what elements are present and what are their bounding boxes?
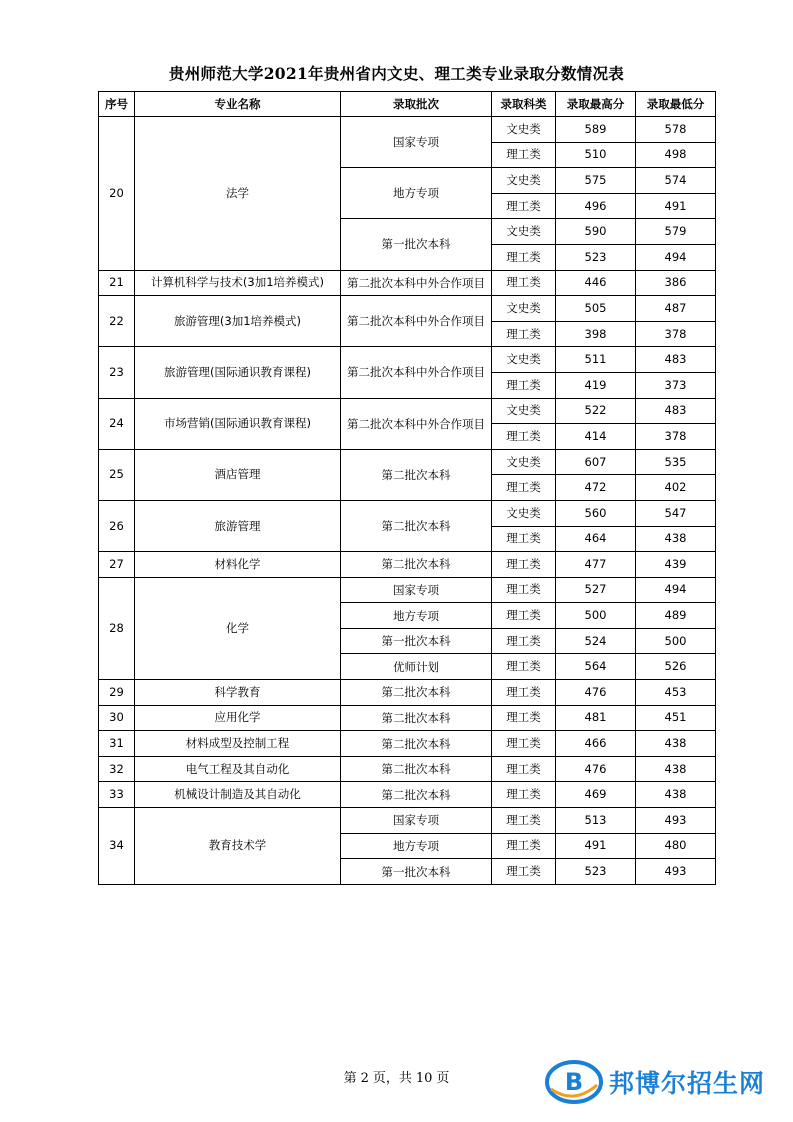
cell-index: 33 xyxy=(99,782,135,808)
cell-max-score: 466 xyxy=(556,731,636,757)
cell-max-score: 477 xyxy=(556,552,636,578)
cell-category: 理工类 xyxy=(492,244,556,270)
cell-index: 30 xyxy=(99,705,135,731)
table-body xyxy=(99,117,716,885)
table-row xyxy=(99,731,716,757)
cell-category: 文史类 xyxy=(492,296,556,322)
cell-category: 文史类 xyxy=(492,219,556,245)
cell-max-score: 505 xyxy=(556,296,636,322)
cell-max-score: 476 xyxy=(556,756,636,782)
cell-batch: 第二批次本科中外合作项目 xyxy=(341,398,492,449)
header-index: 序号 xyxy=(99,92,135,117)
cell-batch: 第一批次本科 xyxy=(341,628,492,654)
cell-max-score: 607 xyxy=(556,449,636,475)
cell-category: 文史类 xyxy=(492,117,556,143)
cell-major: 市场营销(国际通识教育课程) xyxy=(135,398,341,449)
cell-min-score: 373 xyxy=(636,372,716,398)
cell-category: 理工类 xyxy=(492,475,556,501)
cell-batch: 第二批次本科 xyxy=(341,552,492,578)
table-row xyxy=(99,577,716,603)
cell-min-score: 378 xyxy=(636,424,716,450)
footer-page-label: 第 xyxy=(343,1071,357,1086)
cell-min-score: 494 xyxy=(636,244,716,270)
cell-min-score: 378 xyxy=(636,321,716,347)
cell-max-score: 398 xyxy=(556,321,636,347)
cell-min-score: 438 xyxy=(636,782,716,808)
cell-category: 文史类 xyxy=(492,168,556,194)
cell-batch: 第二批次本科中外合作项目 xyxy=(341,347,492,398)
table-row xyxy=(99,808,716,834)
cell-major: 科学教育 xyxy=(135,680,341,706)
cell-min-score: 439 xyxy=(636,552,716,578)
cell-batch: 国家专项 xyxy=(341,808,492,834)
cell-index: 32 xyxy=(99,756,135,782)
cell-index: 28 xyxy=(99,577,135,679)
cell-index: 22 xyxy=(99,296,135,347)
footer-total-suffix: 页 xyxy=(436,1071,450,1086)
cell-min-score: 579 xyxy=(636,219,716,245)
cell-category: 理工类 xyxy=(492,193,556,219)
cell-category: 文史类 xyxy=(492,449,556,475)
footer-total-pages: 10 xyxy=(415,1071,433,1086)
cell-min-score: 483 xyxy=(636,347,716,373)
cell-min-score: 578 xyxy=(636,117,716,143)
cell-max-score: 496 xyxy=(556,193,636,219)
cell-category: 文史类 xyxy=(492,347,556,373)
table-row xyxy=(99,398,716,424)
cell-min-score: 487 xyxy=(636,296,716,322)
cell-min-score: 574 xyxy=(636,168,716,194)
cell-category: 理工类 xyxy=(492,603,556,629)
cell-batch: 地方专项 xyxy=(341,833,492,859)
cell-category: 理工类 xyxy=(492,577,556,603)
cell-max-score: 564 xyxy=(556,654,636,680)
header-major: 专业名称 xyxy=(135,92,341,117)
cell-index: 23 xyxy=(99,347,135,398)
cell-max-score: 523 xyxy=(556,244,636,270)
cell-batch: 第二批次本科 xyxy=(341,500,492,551)
cell-index: 27 xyxy=(99,552,135,578)
cell-min-score: 493 xyxy=(636,859,716,885)
cell-max-score: 513 xyxy=(556,808,636,834)
cell-min-score: 547 xyxy=(636,500,716,526)
table-row xyxy=(99,500,716,526)
cell-major: 机械设计制造及其自动化 xyxy=(135,782,341,808)
cell-major: 旅游管理(国际通识教育课程) xyxy=(135,347,341,398)
cell-index: 29 xyxy=(99,680,135,706)
cell-major: 电气工程及其自动化 xyxy=(135,756,341,782)
cell-min-score: 438 xyxy=(636,756,716,782)
cell-category: 理工类 xyxy=(492,756,556,782)
cell-min-score: 491 xyxy=(636,193,716,219)
cell-category: 理工类 xyxy=(492,270,556,296)
cell-category: 理工类 xyxy=(492,808,556,834)
table-row xyxy=(99,296,716,322)
watermark-logo-letter: B xyxy=(564,1068,584,1096)
cell-category: 理工类 xyxy=(492,680,556,706)
cell-batch: 国家专项 xyxy=(341,577,492,603)
cell-min-score: 498 xyxy=(636,142,716,168)
cell-batch: 第二批次本科中外合作项目 xyxy=(341,296,492,347)
cell-batch: 第二批次本科 xyxy=(341,449,492,500)
cell-index: 20 xyxy=(99,117,135,271)
admission-score-table xyxy=(98,91,716,885)
cell-min-score: 480 xyxy=(636,833,716,859)
cell-major: 化学 xyxy=(135,577,341,679)
table-row xyxy=(99,117,716,143)
cell-batch: 地方专项 xyxy=(341,603,492,629)
cell-major: 酒店管理 xyxy=(135,449,341,500)
cell-min-score: 438 xyxy=(636,731,716,757)
table-row xyxy=(99,270,716,296)
cell-category: 理工类 xyxy=(492,705,556,731)
table-header xyxy=(99,92,716,117)
watermark xyxy=(545,1058,785,1106)
cell-major: 法学 xyxy=(135,117,341,271)
header-batch: 录取批次 xyxy=(341,92,492,117)
cell-max-score: 575 xyxy=(556,168,636,194)
table-row xyxy=(99,680,716,706)
cell-batch: 第二批次本科 xyxy=(341,705,492,731)
cell-category: 理工类 xyxy=(492,372,556,398)
table-row xyxy=(99,756,716,782)
table-row xyxy=(99,552,716,578)
cell-max-score: 511 xyxy=(556,347,636,373)
cell-max-score: 481 xyxy=(556,705,636,731)
cell-category: 理工类 xyxy=(492,833,556,859)
cell-major: 旅游管理(3加1培养模式) xyxy=(135,296,341,347)
cell-max-score: 510 xyxy=(556,142,636,168)
header-row xyxy=(99,92,716,117)
cell-index: 26 xyxy=(99,500,135,551)
cell-max-score: 469 xyxy=(556,782,636,808)
cell-max-score: 500 xyxy=(556,603,636,629)
cell-batch: 国家专项 xyxy=(341,117,492,168)
cell-batch: 地方专项 xyxy=(341,168,492,219)
cell-min-score: 494 xyxy=(636,577,716,603)
cell-category: 文史类 xyxy=(492,398,556,424)
cell-category: 理工类 xyxy=(492,552,556,578)
watermark-text: 邦博尔招生网 xyxy=(609,1069,766,1098)
cell-max-score: 522 xyxy=(556,398,636,424)
cell-batch: 第二批次本科 xyxy=(341,782,492,808)
cell-index: 25 xyxy=(99,449,135,500)
cell-max-score: 476 xyxy=(556,680,636,706)
cell-batch: 第二批次本科 xyxy=(341,756,492,782)
cell-max-score: 589 xyxy=(556,117,636,143)
footer-page-suffix: 页，共 xyxy=(372,1071,412,1086)
cell-batch: 第二批次本科 xyxy=(341,731,492,757)
cell-min-score: 402 xyxy=(636,475,716,501)
cell-min-score: 438 xyxy=(636,526,716,552)
cell-min-score: 451 xyxy=(636,705,716,731)
cell-max-score: 527 xyxy=(556,577,636,603)
cell-min-score: 489 xyxy=(636,603,716,629)
cell-max-score: 472 xyxy=(556,475,636,501)
header-category: 录取科类 xyxy=(492,92,556,117)
cell-index: 21 xyxy=(99,270,135,296)
cell-category: 文史类 xyxy=(492,500,556,526)
cell-max-score: 524 xyxy=(556,628,636,654)
cell-category: 理工类 xyxy=(492,321,556,347)
footer-page-number: 2 xyxy=(360,1071,369,1086)
cell-index: 34 xyxy=(99,808,135,885)
cell-min-score: 493 xyxy=(636,808,716,834)
cell-max-score: 464 xyxy=(556,526,636,552)
cell-category: 理工类 xyxy=(492,654,556,680)
cell-min-score: 386 xyxy=(636,270,716,296)
cell-min-score: 500 xyxy=(636,628,716,654)
cell-max-score: 419 xyxy=(556,372,636,398)
cell-category: 理工类 xyxy=(492,731,556,757)
cell-major: 材料化学 xyxy=(135,552,341,578)
cell-major: 教育技术学 xyxy=(135,808,341,885)
table-row xyxy=(99,782,716,808)
cell-max-score: 590 xyxy=(556,219,636,245)
cell-max-score: 446 xyxy=(556,270,636,296)
header-max-score: 录取最高分 xyxy=(556,92,636,117)
cell-batch: 第一批次本科 xyxy=(341,859,492,885)
cell-min-score: 535 xyxy=(636,449,716,475)
cell-batch: 第二批次本科 xyxy=(341,680,492,706)
cell-major: 材料成型及控制工程 xyxy=(135,731,341,757)
table-row xyxy=(99,449,716,475)
cell-category: 理工类 xyxy=(492,782,556,808)
cell-category: 理工类 xyxy=(492,526,556,552)
cell-category: 理工类 xyxy=(492,628,556,654)
cell-max-score: 560 xyxy=(556,500,636,526)
table-row xyxy=(99,705,716,731)
cell-index: 31 xyxy=(99,731,135,757)
cell-min-score: 526 xyxy=(636,654,716,680)
cell-category: 理工类 xyxy=(492,424,556,450)
document-title: 贵州师范大学2021年贵州省内文史、理工类专业录取分数情况表 xyxy=(168,64,625,83)
cell-batch: 优师计划 xyxy=(341,654,492,680)
cell-category: 理工类 xyxy=(492,142,556,168)
cell-major: 应用化学 xyxy=(135,705,341,731)
table-row xyxy=(99,347,716,373)
cell-major: 旅游管理 xyxy=(135,500,341,551)
cell-category: 理工类 xyxy=(492,859,556,885)
cell-batch: 第二批次本科中外合作项目 xyxy=(341,270,492,296)
cell-min-score: 483 xyxy=(636,398,716,424)
cell-max-score: 414 xyxy=(556,424,636,450)
cell-major: 计算机科学与技术(3加1培养模式) xyxy=(135,270,341,296)
cell-index: 24 xyxy=(99,398,135,449)
cell-min-score: 453 xyxy=(636,680,716,706)
cell-max-score: 491 xyxy=(556,833,636,859)
header-min-score: 录取最低分 xyxy=(636,92,716,117)
watermark-logo-icon xyxy=(545,1059,603,1105)
cell-max-score: 523 xyxy=(556,859,636,885)
cell-batch: 第一批次本科 xyxy=(341,219,492,270)
